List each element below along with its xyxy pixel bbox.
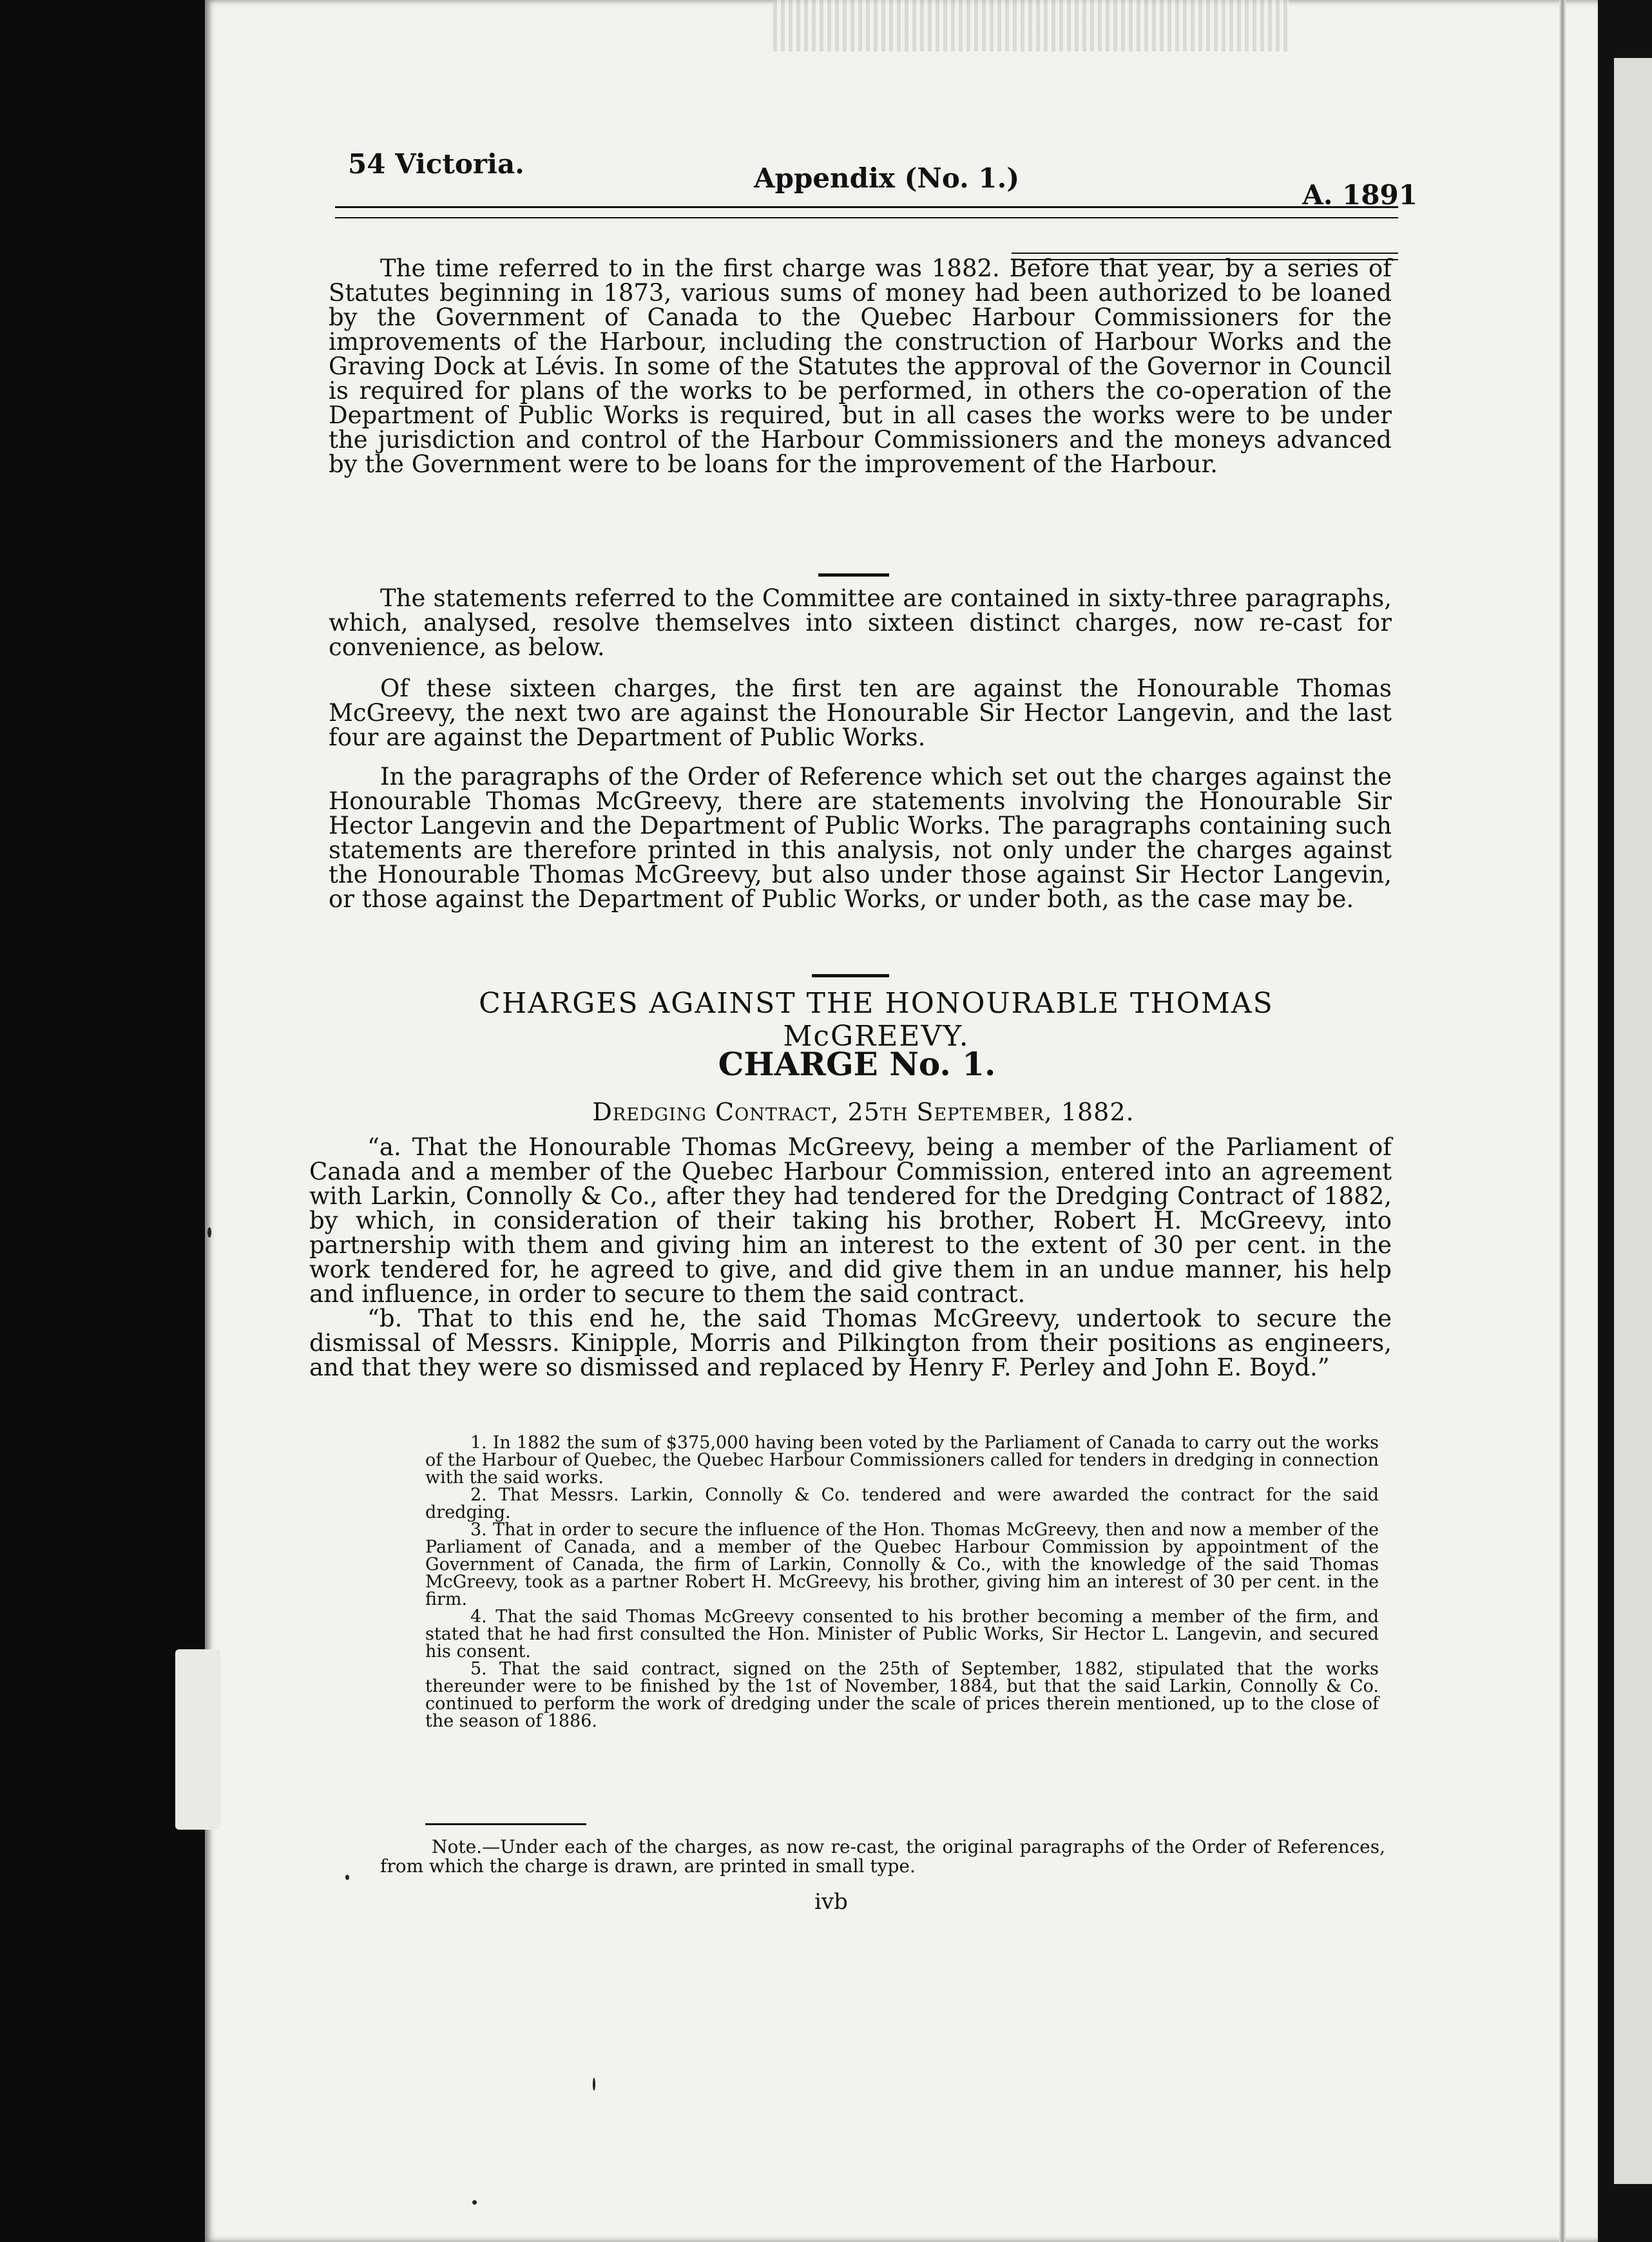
intro-paragraph: The time referred to in the first charge was 1882. Before that year, by a series of Statutes beginning in 1873, various sums of money had been authorized to be loaned by the Government of Canada to the Quebec Harbour Commissioners for the improvements of the Harbour, including the construction of Harbour Works and the Graving Dock at Lévis. In some of the Statutes the approval of the Governor in Council is required for plans of the works to be performed, in others the co-operation of the Department of Public Works is required, but in all cases the works were to be under the jurisdiction and control of the Harbour Commissioners and the moneys advanced by the Government were to be loans for the improvement of the Harbour. [329, 254, 1392, 478]
small-paragraph-1: 1. In 1882 the sum of $375,000 having been voted by the Parliament of Canada to carry out the works of the Harbour of Quebec, the Quebec Harbour Commissioners called for tenders in dredging in connection with the said works. [425, 1433, 1379, 1488]
charges-paragraph-block [329, 676, 1392, 750]
order-of-reference-paragraphs [425, 1434, 1379, 1730]
order-paragraph: In the paragraphs of the Order of Reference which set out the charges against the Honourable Thomas McGreevy, there are statements involving the Honourable Sir Hector Langevin and the Department of Public Works. The paragraphs containing such statements are therefore printed in this analysis, not only under the charges against the Honourable Thomas McGreevy, but also under those against Sir Hector Langevin, or those against the Department of Public Works, or under both, as the case may be. [329, 763, 1392, 913]
header-rule [335, 206, 1398, 218]
statements-paragraph: The statements referred to the Committee are contained in sixty-three paragraphs, which, analysed, resolve themselves into sixteen distinct charges, now re-cast for convenience, as below. [329, 584, 1392, 661]
scan-speck [207, 1227, 211, 1238]
header-session: 54 Victoria. [348, 148, 524, 180]
scan-border-left [0, 0, 205, 2242]
order-paragraph-block [329, 765, 1392, 912]
quote-a: “a. That the Honourable Thomas McGreevy, being a member of the Parliament of Canada and a member of the Quebec Harbour Commission, entered into an agreement with Larkin, Connolly & Co., after they had tendered for the Dredging Contract of 1882, by which, in consideration of their taking his brother, Robert H. McGreevy, into partnership with them and giving him an interest to the extent of 30 per cent. in the work tendered for, he agreed to give, and did give them in an undue manner, his help and influence, in order to secure to them the said contract. [309, 1133, 1392, 1308]
charge-subtitle: Dredging Contract, 25th September, 1882. [592, 1098, 1135, 1126]
scan-artifact-top [773, 0, 1289, 52]
small-paragraph-3: 3. That in order to secure the influence of the Hon. Thomas McGreevy, then and now a member of the Parliament of Canada, and a member of the Quebec Harbour Commission by appointment of the Government of Canada, the firm of Larkin, Connolly & Co., with the knowledge of the said Thomas McGreevy, took as a partner Robert H. McGreevy, his brother, giving him an interest of 30 per cent. in the firm. [425, 1520, 1379, 1609]
statements-paragraph-block [329, 586, 1392, 660]
quote-b: “b. That to this end he, the said Thomas McGreevy, undertook to secure the dismissal of Messrs. Kinipple, Morris and Pilkington from their positions as engineers, and that they were so dismissed and replaced by Henry F. Perley and John E. Boyd.” [309, 1305, 1392, 1381]
footnote-rule [425, 1823, 586, 1825]
header-year: A. 1891 [1302, 179, 1417, 211]
charges-paragraph: Of these sixteen charges, the first ten are against the Honourable Thomas McGreevy, the next two are against the Honourable Sir Hector Langevin, and the last four are against the Department of Public Works. [329, 675, 1392, 751]
footnote: Note.—Under each of the charges, as now re-cast, the original paragraphs of the Order of References, from which the charge is drawn, are printed in small type. [380, 1836, 1385, 1877]
section-title: CHARGES AGAINST THE HONOURABLE THOMAS McGREEVY. [479, 987, 1274, 1053]
scan-speck [593, 2078, 595, 2091]
intro-paragraph-block [329, 256, 1392, 477]
charge-title: CHARGE No. 1. [718, 1045, 996, 1083]
adjacent-page-edge [1614, 58, 1652, 2184]
small-paragraph-2: 2. That Messrs. Larkin, Connolly & Co. tendered and were awarded the contract for the said dredging. [425, 1485, 1379, 1522]
scan-speck [472, 2200, 477, 2205]
header-appendix: Appendix (No. 1.) [754, 162, 1020, 194]
section-divider [812, 974, 889, 977]
page-gutter [1559, 0, 1566, 2242]
scan-speck [345, 1875, 349, 1880]
paper-tab [175, 1649, 220, 1830]
small-paragraph-5: 5. That the said contract, signed on the 25th of September, 1882, stipulated that the works thereunder were to be finished by the 1st of November, 1884, but that the said Larkin, Connolly & Co. continued to perform the work of dredging under the scale of prices therein mentioned, up to the close of the season of 1886. [425, 1659, 1379, 1731]
printer-signature: ivb [814, 1889, 848, 1915]
charge-quote [309, 1135, 1392, 1380]
section-divider [818, 573, 889, 577]
small-paragraph-4: 4. That the said Thomas McGreevy consented to his brother becoming a member of the firm, and stated that he had first consulted the Hon. Minister of Public Works, Sir Hector L. Langevin, and secured his consent. [425, 1607, 1379, 1662]
running-header [303, 148, 1417, 211]
